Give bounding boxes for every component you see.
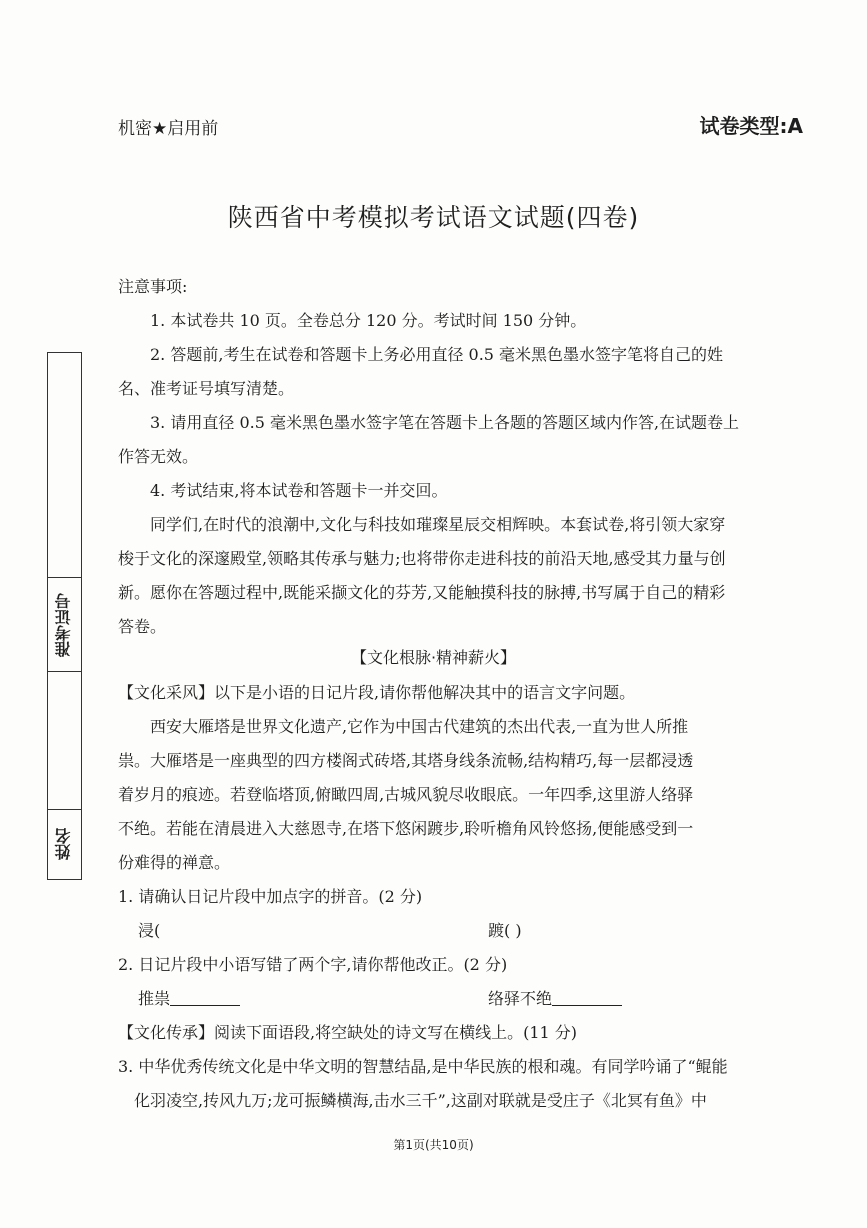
intro-line: 梭于文化的深邃殿堂,领略其传承与魅力;也将带你走进科技的前沿天地,感受其力量与创 <box>118 549 726 568</box>
part2-lead: 【文化传承】阅读下面语段,将空缺处的诗文写在横线上。(11 分) <box>118 1023 578 1042</box>
diary-line: 祟。大雁塔是一座典型的四方楼阁式砖塔,其塔身线条流畅,结构精巧,每一层都浸透 <box>118 751 694 770</box>
question-3-line: 3. 中华优秀传统文化是中华文明的智慧结晶,是中华民族的根和魂。有同学吟诵了“鲲能 <box>118 1057 728 1076</box>
notes-item: 1. 本试卷共 10 页。全卷总分 120 分。考试时间 150 分钟。 <box>150 311 587 330</box>
confidential-mark: 机密★启用前 <box>118 119 219 139</box>
diary-line: 份难得的禅意。 <box>118 853 231 872</box>
q2-word-b: 络驿不绝 <box>488 989 553 1008</box>
student-info-sidebar <box>47 352 82 880</box>
q1-answer-a[interactable]: 浸( <box>138 921 161 940</box>
q2-word-a: 推祟 <box>138 989 171 1008</box>
notes-item: 作答无效。 <box>118 447 199 466</box>
question-block <box>118 676 803 1118</box>
q2-item-a <box>138 982 240 1016</box>
question-1: 1. 请确认日记片段中加点字的拼音。(2 分) <box>118 887 423 906</box>
notes-label: 注意事项: <box>118 277 188 296</box>
diary-line: 西安大雁塔是世界文化遗产,它作为中国古代建筑的杰出代表,一直为世人所推 <box>150 717 689 736</box>
notes-item: 2. 答题前,考生在试卷和答题卡上务必用直径 0.5 毫米黑色墨水签字笔将自己的姓 <box>150 345 724 364</box>
notes-block <box>118 270 803 644</box>
sidebar-divider <box>48 577 81 578</box>
q2-blank-a[interactable] <box>170 989 240 1006</box>
sidebar-divider <box>48 809 81 810</box>
paper-type: 试卷类型:A <box>699 114 803 138</box>
question-2: 2. 日记片段中小语写错了两个字,请你帮他改正。(2 分) <box>118 955 508 974</box>
sidebar-divider <box>48 671 81 672</box>
q1-answer-b[interactable]: 踱( ) <box>488 921 522 940</box>
intro-line: 答卷。 <box>118 617 167 636</box>
q2-blank-b[interactable] <box>552 989 622 1006</box>
q2-item-b <box>488 982 622 1016</box>
q2-answers <box>118 982 803 1016</box>
section-title: 【文化根脉·精神薪火】 <box>350 648 517 667</box>
page-title: 陕西省中考模拟考试语文试题(四卷) <box>227 203 640 232</box>
intro-line: 新。愿你在答题过程中,既能采撷文化的芬芳,又能触摸科技的脉搏,书写属于自己的精彩 <box>118 583 726 602</box>
exam-id-label: 准考证号 <box>54 593 73 657</box>
question-3-line: 化羽凌空,抟风九万;龙可振鳞横海,击水三千”,这副对联就是受庄子《北冥有鱼》中 <box>134 1091 707 1110</box>
q1-answers <box>118 914 803 948</box>
diary-line: 着岁月的痕迹。若登临塔顶,俯瞰四周,古城风貌尽收眼底。一年四季,这里游人络驿 <box>118 785 694 804</box>
intro-line: 同学们,在时代的浪潮中,文化与科技如璀璨星辰交相辉映。本套试卷,将引领大家穿 <box>150 515 726 534</box>
diary-line: 不绝。若能在清晨进入大慈恩寺,在塔下悠闲踱步,聆听檐角风铃悠扬,便能感受到一 <box>118 819 694 838</box>
name-label: 姓名 <box>54 828 73 860</box>
notes-item: 名、准考证号填写清楚。 <box>118 379 295 398</box>
notes-item: 3. 请用直径 0.5 毫米黑色墨水签字笔在答题卡上各题的答题区域内作答,在试题卷上 <box>150 413 740 432</box>
page-footer: 第1页(共10页) <box>393 1138 474 1152</box>
notes-item: 4. 考试结束,将本试卷和答题卡一并交回。 <box>150 481 448 500</box>
part1-lead: 【文化采风】以下是小语的日记片段,请你帮他解决其中的语言文字问题。 <box>118 683 636 702</box>
